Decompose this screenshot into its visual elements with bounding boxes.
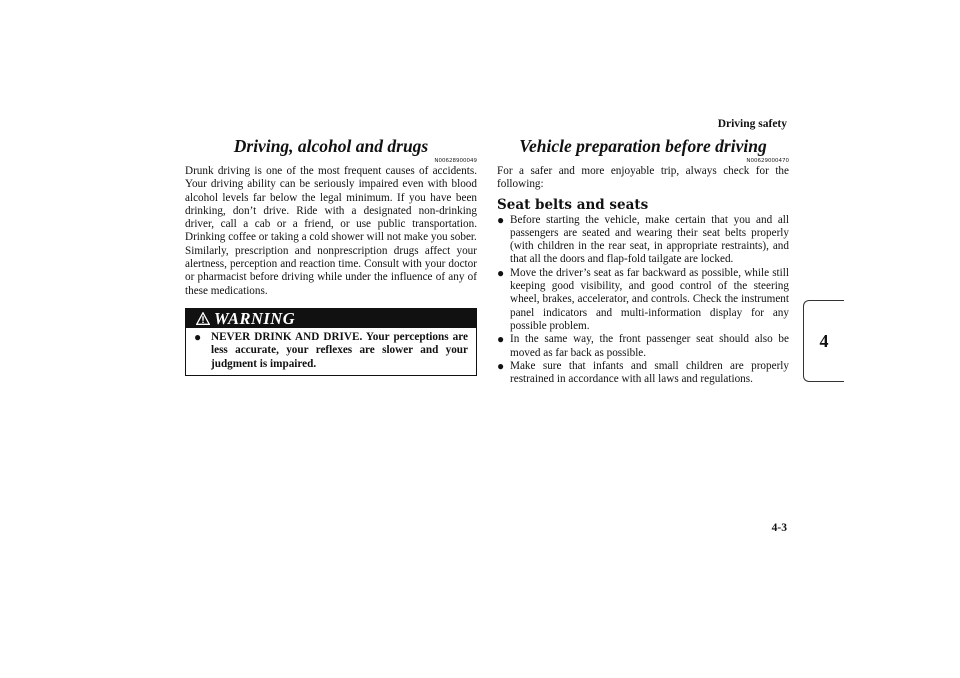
section-code: N00628900049: [434, 158, 477, 164]
list-item: [497, 214, 789, 267]
bullet-icon: ●: [194, 329, 202, 344]
subheading-seat-belts: Seat belts and seats: [497, 196, 649, 213]
bullet-icon: ●: [497, 212, 505, 227]
paragraph: Similarly, prescription and nonprescription drugs affect your alertness, perception and reaction time. Consult with your doctor or pharmacist before driving while under the influence of any of these medications.: [185, 244, 477, 297]
warning-item-text: NEVER DRINK AND DRIVE. Your perceptions are less accurate, your reflexes are slower and your judgment is impaired.: [211, 330, 468, 370]
bullet-icon: ●: [497, 332, 505, 347]
running-header: Driving safety: [717, 118, 787, 130]
right-column: [497, 136, 789, 386]
section-title-alcohol: Driving, alcohol and drugs: [233, 136, 429, 156]
list-item-text: Make sure that infants and small children are properly restrained in accordance with all laws and regulations.: [510, 359, 789, 386]
bullet-icon: ●: [497, 358, 505, 373]
chapter-tab: [803, 300, 844, 382]
page-number: 4-3: [771, 522, 787, 534]
warning-box: [185, 308, 477, 376]
left-column: [185, 136, 477, 376]
bullet-icon: ●: [497, 265, 505, 280]
warning-label: WARNING: [214, 308, 296, 328]
list-item-text: In the same way, the front passenger seat should also be moved as far back as possible.: [510, 333, 789, 359]
paragraph: Drunk driving is one of the most frequent causes of accidents. Your driving ability can be seriously impaired even with blood alcohol levels far below the legal minimum. If you have been drinking, don’t drive. Ride with a designated non-drinking driver, call a cab or a friend, or use public transportation. Drinking coffee or taking a cold shower will not make you sober.: [185, 165, 477, 244]
section-code: N00629000470: [746, 158, 789, 164]
chapter-number: 4: [819, 331, 829, 351]
intro-paragraph: For a safer and more enjoyable trip, always check for the following:: [497, 165, 789, 191]
section-title-vehicle-preparation: Vehicle preparation before driving: [519, 136, 767, 156]
warning-header: [186, 309, 476, 328]
warning-body: [186, 328, 476, 375]
warning-item: [194, 331, 468, 371]
list-item: [497, 267, 789, 333]
list-item: [497, 333, 789, 360]
list-item: [497, 360, 789, 387]
list-item-text: Move the driver’s seat as far backward as possible, while still keeping good visibility, and good control of the steering wheel, brakes, accelerator, and controls. Check the instrument panel indicators and multi-information display for any possible problem.: [510, 266, 789, 332]
checklist: [497, 214, 789, 387]
warning-triangle-icon: [196, 312, 210, 325]
list-item-text: Before starting the vehicle, make certain that you and all passengers are seated and wearing their seat belts properly (with children in the rear seat, in appropriate restraints), and that all the doors and flap-fold tailgate are locked.: [510, 213, 789, 266]
